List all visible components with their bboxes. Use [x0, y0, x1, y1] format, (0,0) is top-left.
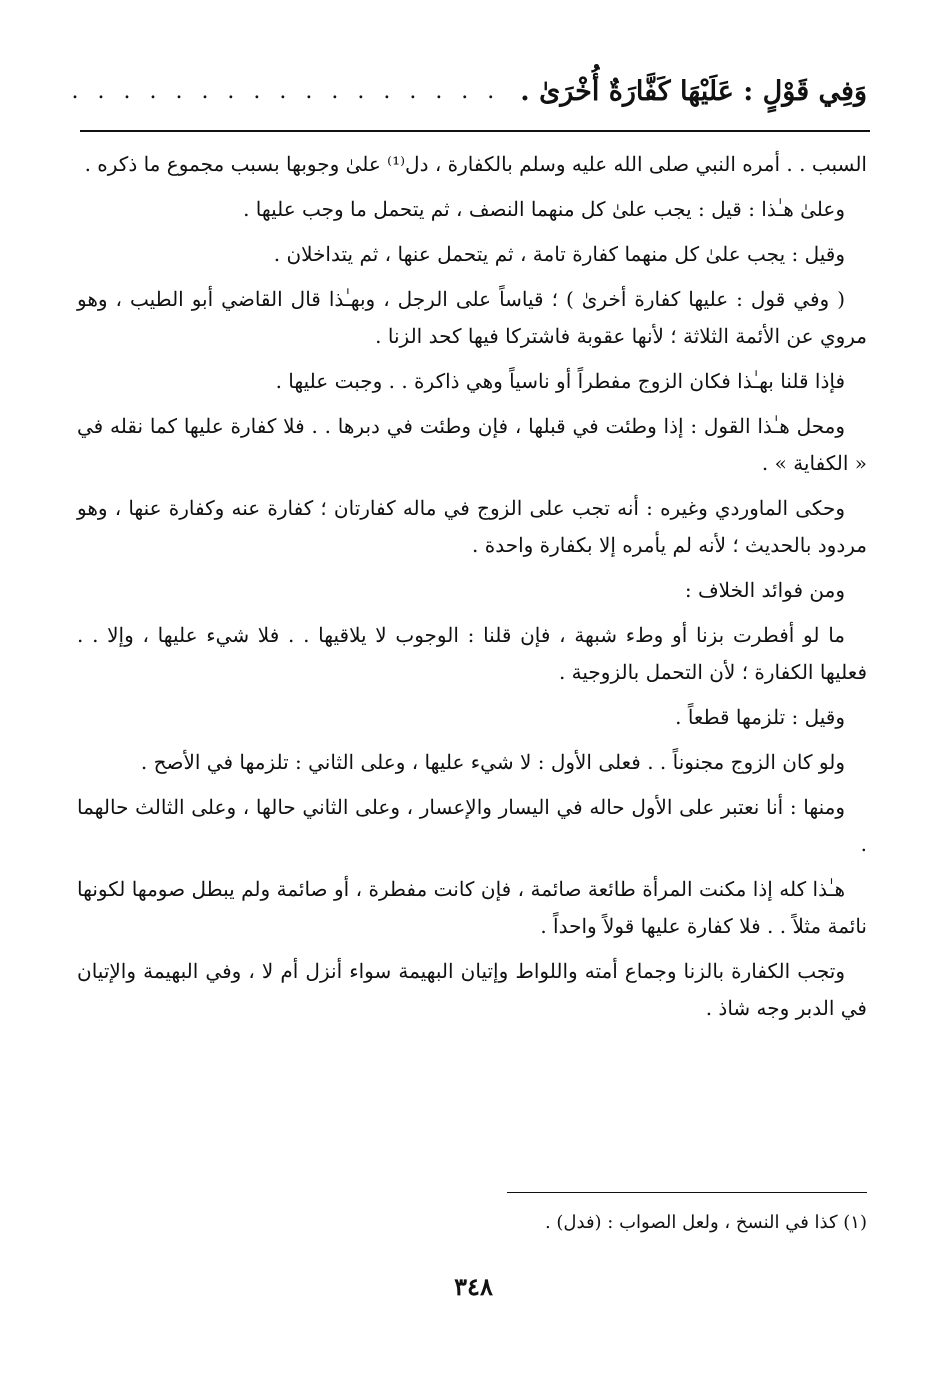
paragraph: وعلىٰ هـٰذا : قيل : يجب علىٰ كل منهما النصف ، ثم يتحمل ما وجب عليها .	[243, 197, 845, 221]
paragraph: وتجب الكفارة بالزنا وجماع أمته واللواط وإتيان البهيمة سواء أنزل أم لا ، وفي البهيمة والإتيان في الدبر وجه شاذ .	[77, 959, 867, 1020]
paragraph: ( وفي قول : عليها كفارة أخرىٰ ) ؛ قياساً على الرجل ، وبهـٰذا قال القاضي أبو الطيب ، وهو مروي عن الأئمة الثلاثة ؛ لأنها عقوبة فاشتركا فيها كحد الزنا .	[77, 287, 867, 348]
paragraph: وقيل : تلزمها قطعاً .	[675, 705, 845, 729]
footnote-divider	[507, 1192, 867, 1193]
running-header	[71, 66, 867, 116]
paragraph: وحكى الماوردي وغيره : أنه تجب على الزوج في ماله كفارتان ؛ كفارة عنه وكفارة عنها ، وهو مردود بالحديث ؛ لأنه لم يأمره إلا بكفارة واحدة .	[77, 496, 867, 557]
paragraph: وقيل : يجب علىٰ كل منهما كفارة تامة ، ثم يتحمل عنها ، ثم يتداخلان .	[273, 242, 845, 266]
body-text	[77, 146, 867, 1035]
header-title: وَفِي قَوْلٍ : عَلَيْهَا كَفَّارَةٌ أُخْرَىٰ .	[520, 75, 867, 107]
paragraph: هـٰذا كله إذا مكنت المرأة طائعة صائمة ، فإن كانت مفطرة ، أو صائمة ولم يبطل صومها لكونها نائمة مثلاً . . فلا كفارة عليها قولاً واحداً .	[77, 877, 867, 938]
paragraph: ما لو أفطرت بزنا أو وطء شبهة ، فإن قلنا : الوجوب لا يلاقيها . . فلا شيء عليها ، وإلا . . فعليها الكفارة ؛ لأن التحمل بالزوجية .	[77, 623, 867, 684]
header-dots: . . . . . . . . . . . . . . . . .	[71, 78, 501, 104]
paragraph: ومن فوائد الخلاف :	[684, 578, 845, 602]
paragraph: ومنها : أنا نعتبر على الأول حاله في اليسار والإعسار ، وعلى الثاني حالها ، وعلى الثالث حالهما .	[77, 795, 867, 856]
page-number: ٣٤٨	[454, 1272, 493, 1301]
paragraph: السبب . . أمره النبي صلى الله عليه وسلم بالكفارة ، دل⁽¹⁾ علىٰ وجوبها بسبب مجموع ما ذكره .	[84, 152, 867, 176]
paragraph: فإذا قلنا بهـٰذا فكان الزوج مفطراً أو ناسياً وهي ذاكرة . . وجبت عليها .	[275, 369, 845, 393]
paragraph: ومحل هـٰذا القول : إذا وطئت في قبلها ، فإن وطئت في دبرها . . فلا كفارة عليها كما نقله في « الكفاية » .	[77, 414, 867, 475]
header-divider	[80, 130, 870, 132]
paragraph: ولو كان الزوج مجنوناً . . فعلى الأول : لا شيء عليها ، وعلى الثاني : تلزمها في الأصح .	[140, 750, 845, 774]
footnote: (١) كذا في النسخ ، ولعل الصواب : (فدل) .	[544, 1212, 867, 1233]
